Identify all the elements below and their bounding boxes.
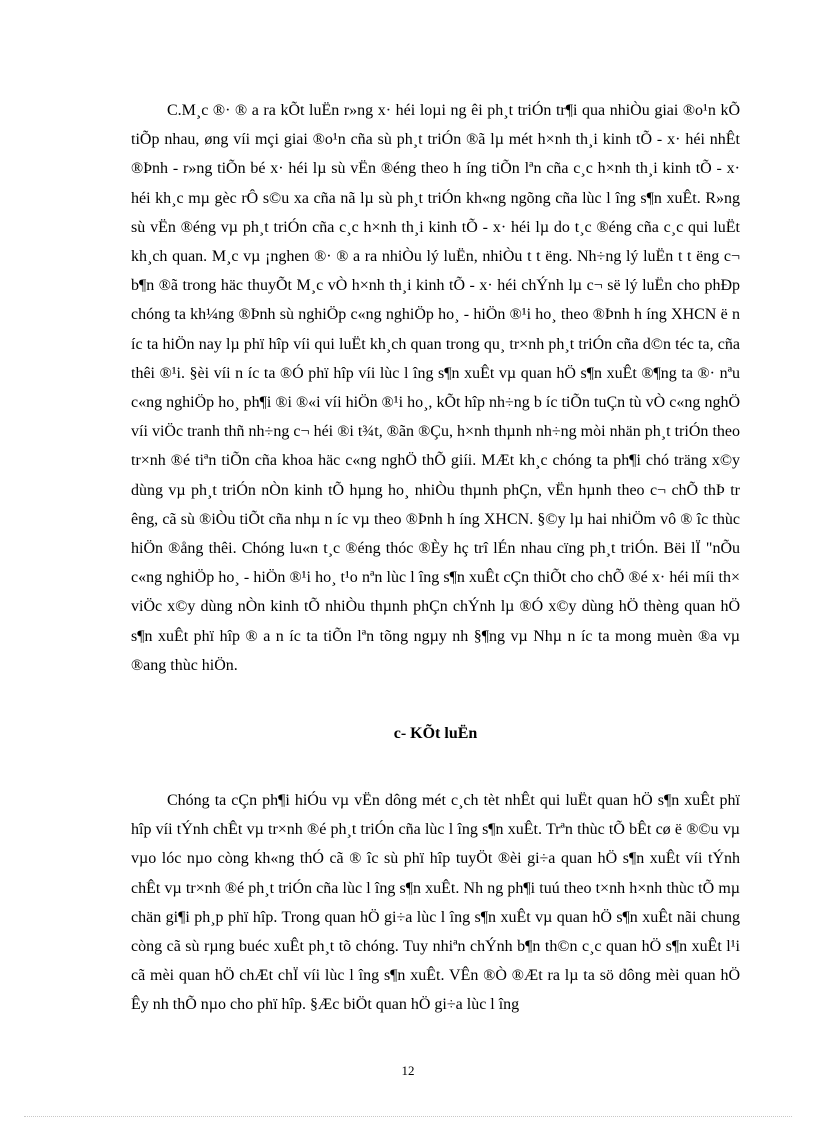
section-heading: c- KÕt luËn <box>393 725 478 742</box>
paragraph: Chóng ta cÇn ph¶i hiÓu vµ vËn dông mét c¸ch tèt nhÊt qui luËt quan hÖ s¶n xuÊt phï hîp víi tÝnh chÊt vµ tr×nh ®é ph¸t triÓn cña lùc l îng s¶n xuÊt. Trªn thùc tÕ bÊt cø ë ®©u vµ vµo lóc nµo còng kh«ng thÓ cã ® îc sù phï hîp tuyÖt ®èi gi÷a quan hÖ s¶n xuÊt víi tÝnh chÊt vµ tr×nh ®é ph¸t triÓn cña lùc l îng s¶n xuÊt. Nh ng ph¶i tuú theo t×nh h×nh thùc tÕ mµ chän gi¶i ph¸p phï hîp. Trong quan hÖ gi÷a lùc l îng s¶n xuÊt vµ quan hÖ s¶n xuÊt nãi chung còng cã sù rµng buéc xuÊt ph¸t tõ chóng. Tuy nhiªn chÝnh b¶n th©n c¸c quan hÖ s¶n xuÊt l¹i cã mèi quan hÖ chÆt chÏ víi lùc l îng s¶n xuÊt. VÊn ®Ò ®Æt ra lµ ta sö dông mèi quan hÖ Êy nh thÕ nµo cho phï hîp. §Æc biÖt quan hÖ gi÷a lùc l îng <box>131 792 740 1014</box>
body-section-1 <box>131 96 740 680</box>
paragraph: C.M¸c ®· ® a ra kÕt luËn r»ng x· héi loµi ng êi ph¸t triÓn tr¶i qua nhiÒu giai ®o¹n kÕ tiÕp nhau, øng víi mçi giai ®o¹n cña sù ph¸t triÓn ®ã lµ mét h×nh th¸i kinh tÕ - x· héi nhÊt ®Þnh - r»ng tiÕn bé x· héi lµ sù vËn ®éng theo h íng tiÕn lªn cña c¸c h×nh th¸i kinh tÕ - x· héi kh¸c mµ gèc rÔ s©u xa cña nã lµ sù ph¸t triÓn kh«ng ngõng cña lùc l îng s¶n xuÊt. R»ng sù vËn ®éng vµ ph¸t triÓn cña c¸c h×nh th¸i kinh tÕ - x· héi lµ do t¸c ®éng cña c¸c qui luËt kh¸ch quan. M¸c vµ ¡nghen ®· ® a ra nhiÒu lý luËn, nhiÒu t t ëng. Nh÷ng lý luËn t t ëng c¬ b¶n ®ã trong häc thuyÕt M¸c vÒ h×nh th¸i kinh tÕ - x· héi chÝnh lµ c¬ së lý luËn cho phÐp chóng ta kh¼ng ®Þnh sù nghiÖp c«ng nghiÖp ho¸ - hiÖn ®¹i ho¸ theo ®Þnh h íng XHCN ë n íc ta hiÖn nay lµ phï hîp víi qui luËt kh¸ch quan trong qu¸ tr×nh ph¸t triÓn cña d©n téc ta, cña thêi ®¹i. §èi víi n íc ta ®Ó phï hîp víi lùc l îng s¶n xuÊt vµ quan hÖ s¶n xuÊt ®¶ng ta ®· nªu c«ng nghiÖp ho¸ ph¶i ®i ®«i víi hiÖn ®¹i ho¸, kÕt hîp nh÷ng b íc tiÕn tuÇn tù vÒ c«ng nghÖ víi viÖc tranh thñ nh÷ng c¬ héi ®i t¾t, ®ãn ®Çu, h×nh thµnh nh÷ng mòi nhän ph¸t triÓn theo tr×nh ®é tiªn tiÕn cña khoa häc c«ng nghÖ thÕ giíi. MÆt kh¸c chóng ta ph¶i chó träng x©y dùng vµ ph¸t triÓn nÒn kinh tÕ hµng ho¸ nhiÒu thµnh phÇn, vËn hµnh theo c¬ chÕ thÞ tr êng, cã sù ®iÒu tiÕt cña nhµ n íc vµ theo ®Þnh h íng XHCN. §©y lµ hai nhiÖm vô ® îc thùc hiÖn ®ång thêi. Chóng lu«n t¸c ®éng thóc ®Èy hç trî lÉn nhau cïng ph¸t triÓn. Bëi lÏ "nÕu c«ng nghiÖp ho¸ - hiÖn ®¹i ho¸ t¹o nªn lùc l îng s¶n xuÊt cÇn thiÕt cho chÕ ®é x· héi míi th× viÖc x©y dùng nÒn kinh tÕ nhiÒu thµnh phÇn chÝnh lµ ®Ó x©y dùng hÖ thèng quan hÖ s¶n xuÊt phï hîp ® a n íc ta tiÕn lªn tõng ngµy nh §¶ng vµ Nhµ n íc ta mong muèn ®a vµ ®ang thùc hiÖn. <box>131 102 740 674</box>
page-bottom-divider <box>24 1116 792 1117</box>
page-number: 12 <box>401 1063 415 1078</box>
body-section-2 <box>131 786 740 1020</box>
